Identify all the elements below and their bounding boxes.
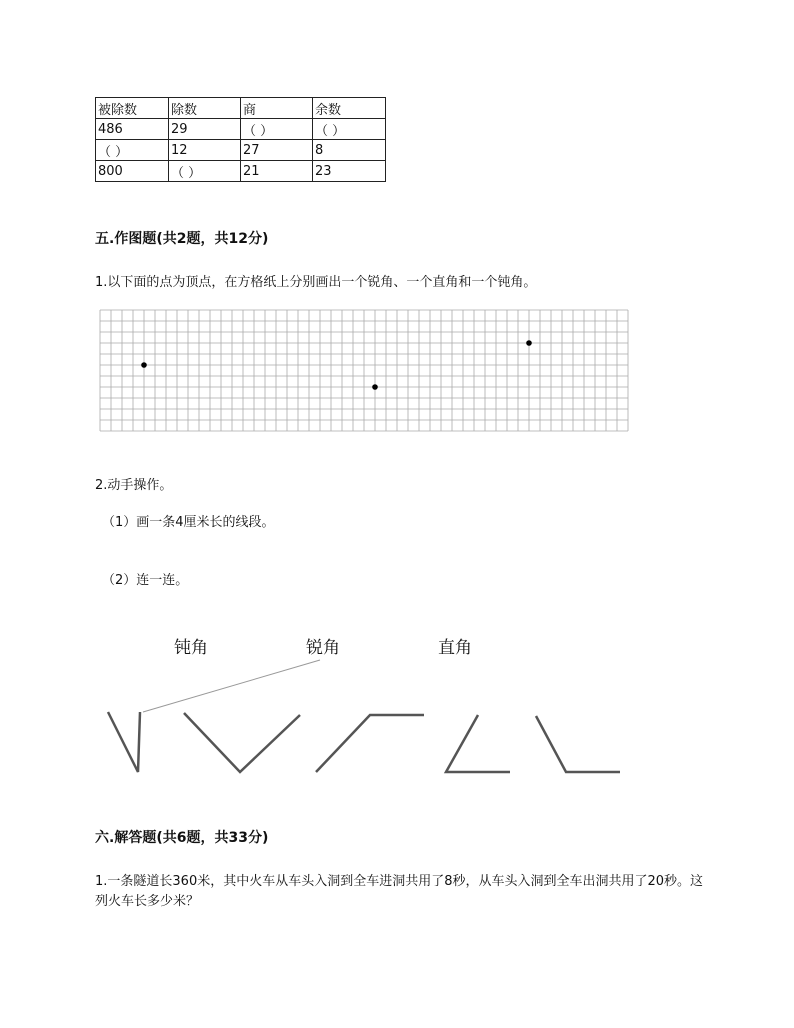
table-cell: 27: [241, 140, 313, 161]
question-text: 1.一条隧道长360米，其中火车从车头入洞到全车进洞共用了8秒，从车头入洞到全车出洞共用了20秒。这列火车长多少米？: [95, 874, 704, 909]
table-cell: 23: [313, 161, 386, 182]
angle-label-obtuse: 钝角: [174, 638, 208, 658]
angle-shape-1: [108, 712, 140, 772]
connecting-line: [143, 660, 320, 712]
table-cell: 12: [169, 140, 241, 161]
table-cell: （ ）: [313, 119, 386, 140]
section-title: 五.作图题(共2题，共12分): [95, 231, 269, 247]
section-title: 六.解答题(共6题，共33分): [95, 830, 269, 846]
table-header-cell: 除数: [169, 98, 241, 119]
angle-shape-3: [316, 715, 424, 772]
angle-shape-5: [536, 716, 620, 772]
angle-label-right: 直角: [438, 638, 472, 658]
question-text: 1.以下面的点为顶点，在方格纸上分别画出一个锐角、一个直角和一个钝角。: [95, 275, 537, 290]
table-cell: （ ）: [96, 140, 169, 161]
table-cell: 486: [96, 119, 169, 140]
sub-question-text: （1）画一条4厘米长的线段。: [102, 515, 275, 530]
table-cell: （ ）: [169, 161, 241, 182]
table-header-cell: 余数: [313, 98, 386, 119]
table-cell: 8: [313, 140, 386, 161]
table-header-cell: 商: [241, 98, 313, 119]
table-cell: 800: [96, 161, 169, 182]
question-text: 2.动手操作。: [95, 478, 173, 493]
angle-shape-2: [184, 713, 300, 772]
sub-question-text: （2）连一连。: [102, 573, 189, 588]
table-header-cell: 被除数: [96, 98, 169, 119]
angle-shape-4: [446, 715, 510, 772]
table-cell: （ ）: [241, 119, 313, 140]
table-cell: 29: [169, 119, 241, 140]
table-cell: 21: [241, 161, 313, 182]
angle-label-acute: 锐角: [306, 638, 340, 658]
